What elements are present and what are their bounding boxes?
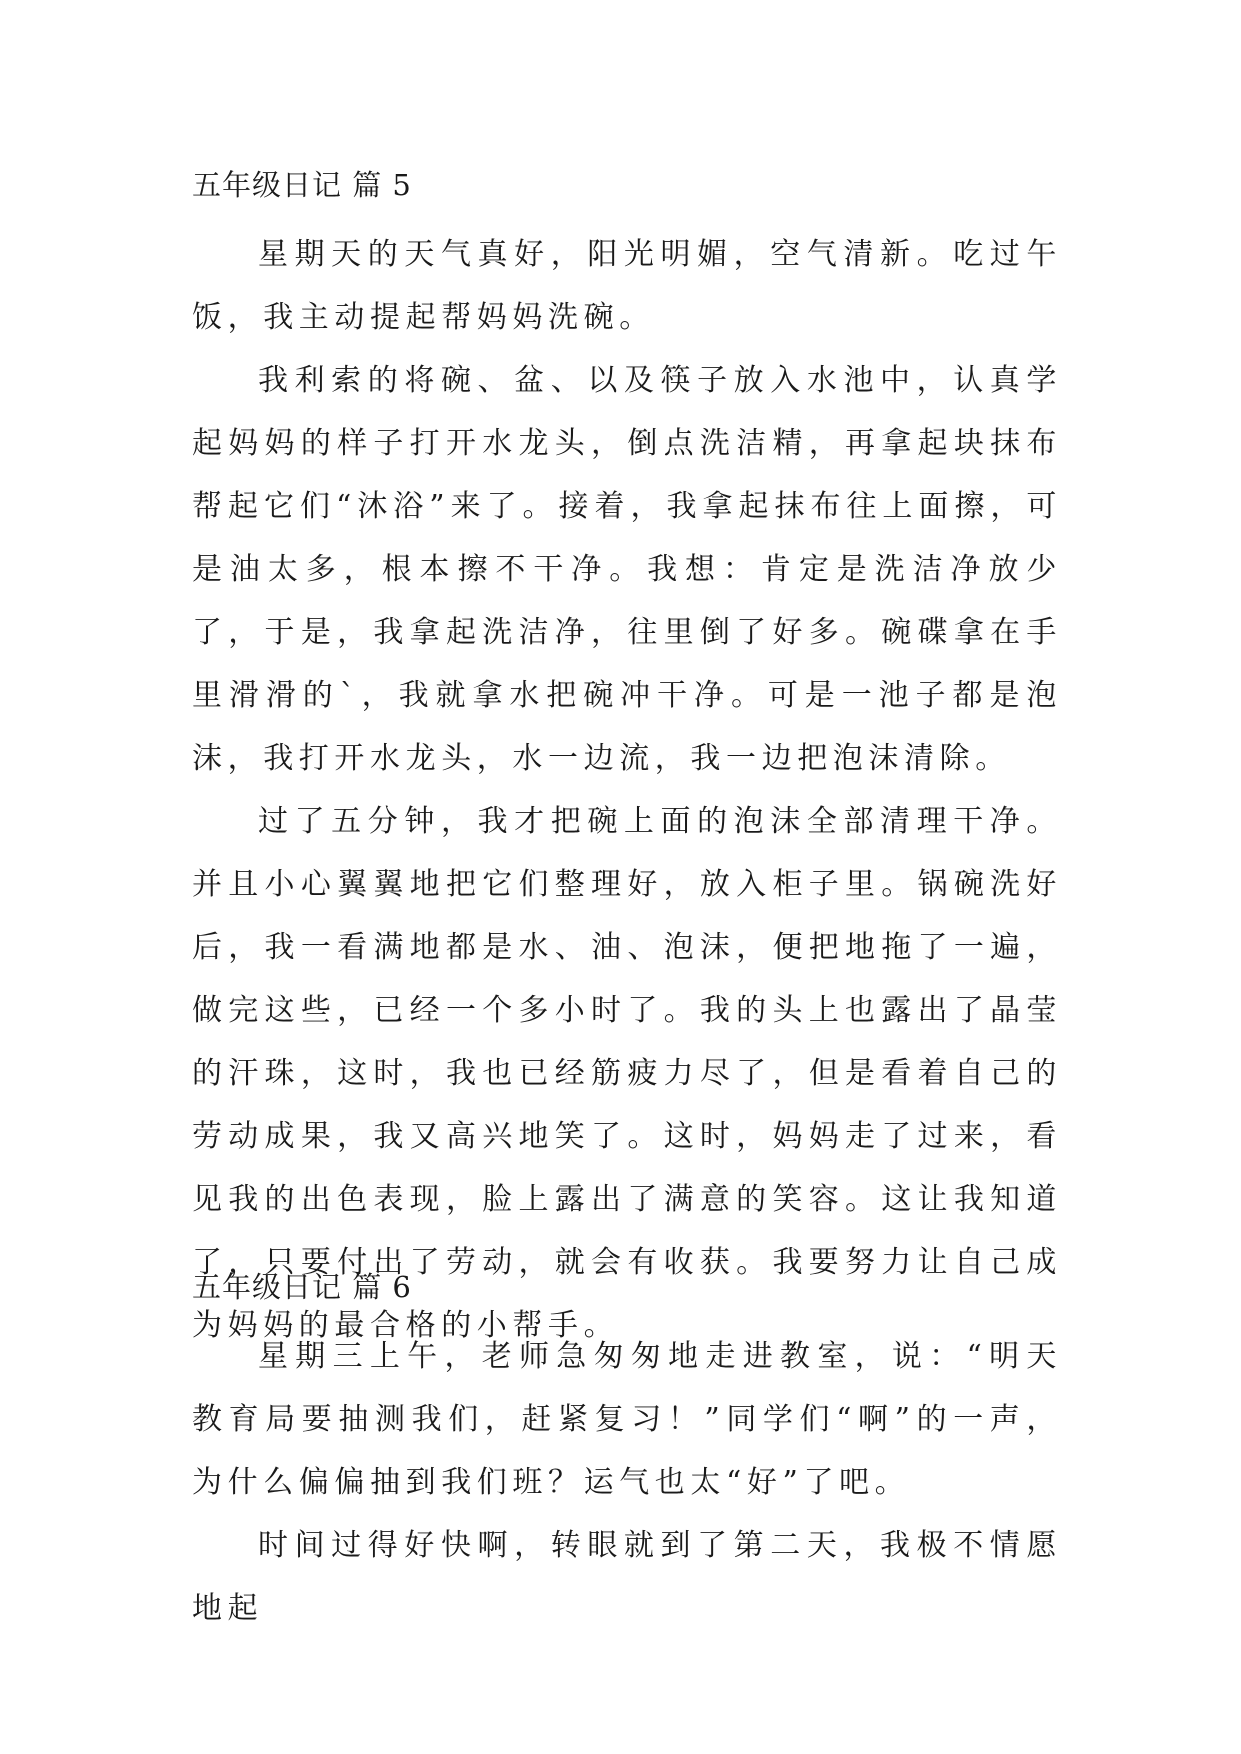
entry-paragraph: 我利索的将碗、盆、以及筷子放入水池中，认真学起妈妈的样子打开水龙头，倒点洗洁精，再拿起块抹布帮起它们“沐浴”来了。接着，我拿起抹布往上面擦，可是油太多，根本擦不干净。我想：肯定是洗洁净放少了，于是，我拿起洗洁净，往里倒了好多。碗碟拿在手里滑滑的`，我就拿水把碗冲干净。可是一池子都是泡沫，我打开水龙头，水一边流，我一边把泡沫清除。 <box>192 363 1062 776</box>
entry-title: 五年级日记 篇 6 <box>192 1270 412 1304</box>
entry-paragraph: 时间过得好快啊，转眼就到了第二天，我极不情愿地起 <box>192 1528 1062 1626</box>
entry-paragraph: 星期天的天气真好，阳光明媚，空气清新。吃过午饭，我主动提起帮妈妈洗碗。 <box>192 237 1062 335</box>
entry-paragraph: 过了五分钟，我才把碗上面的泡沫全部清理干净。并且小心翼翼地把它们整理好，放入柜子里。锅碗洗好后，我一看满地都是水、油、泡沫，便把地拖了一遍，做完这些，已经一个多小时了。我的头上也露出了晶莹的汗珠，这时，我也已经筋疲力尽了，但是看着自己的劳动成果，我又高兴地笑了。这时，妈妈走了过来，看见我的出色表现，脸上露出了满意的笑容。这让我知道了，只要付出了劳动，就会有收获。我要努力让自己成为妈妈的最合格的小帮手。 <box>192 804 1062 1343</box>
entry-title: 五年级日记 篇 5 <box>192 168 412 202</box>
diary-entry-6 <box>192 1262 1062 1640</box>
entry-paragraph: 星期三上午，老师急匆匆地走进教室，说：“明天教育局要抽测我们，赶紧复习！”同学们“啊”的一声，为什么偏偏抽到我们班？运气也太“好”了吧。 <box>192 1339 1062 1500</box>
diary-entry-5 <box>192 160 1062 1357</box>
